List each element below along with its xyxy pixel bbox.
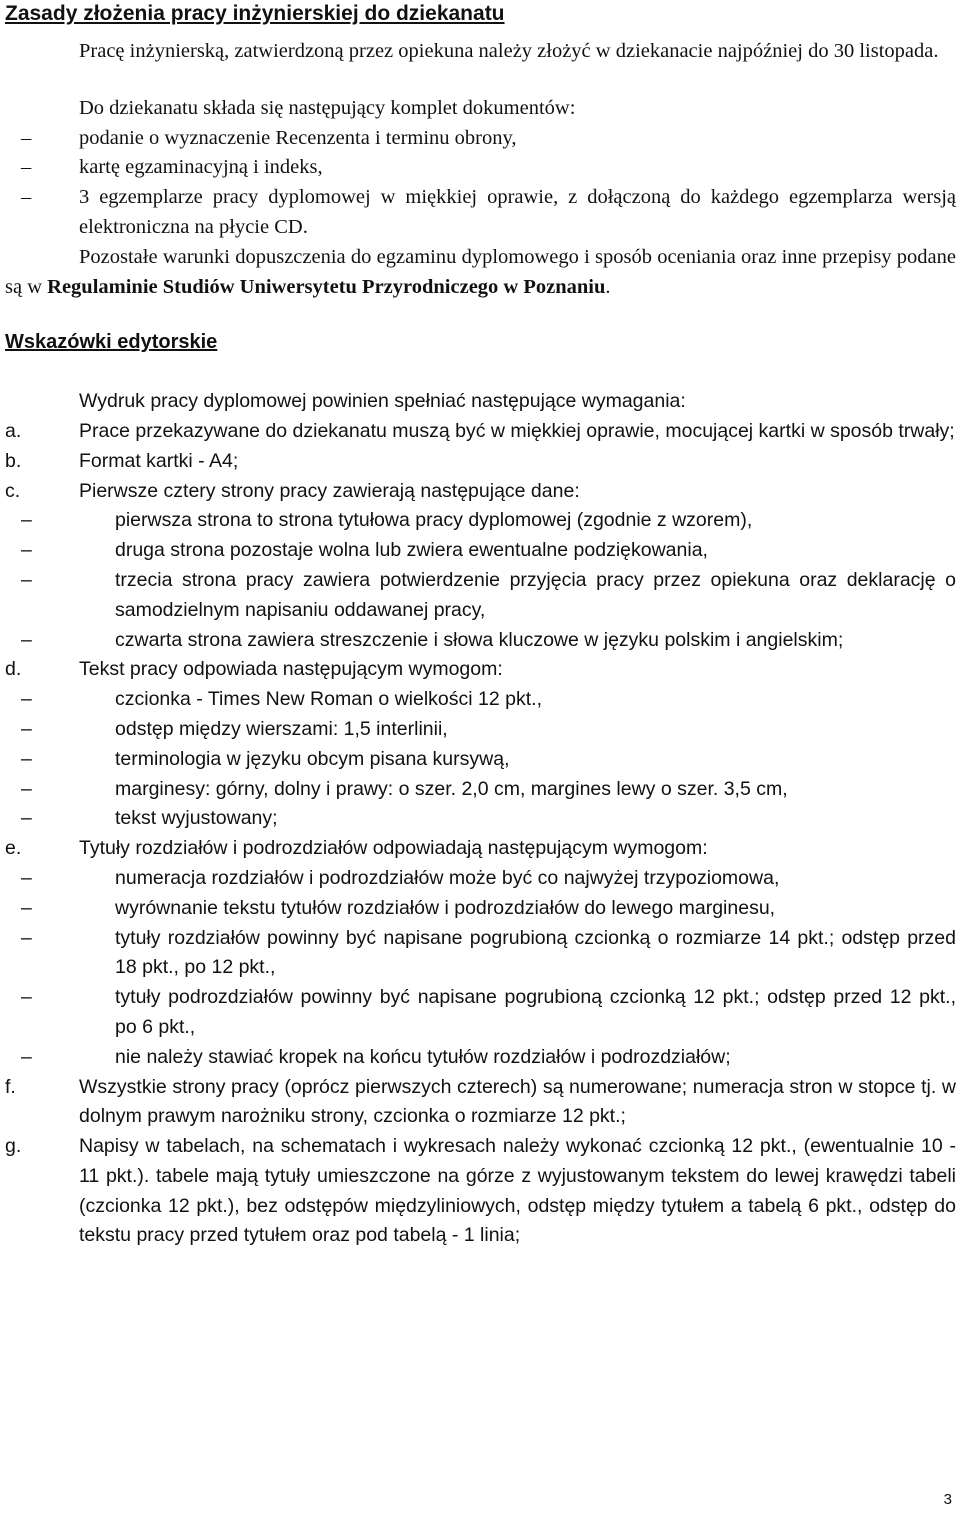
- requirements-list: [5, 417, 956, 1251]
- list-item: – kartę egzaminacyjną i indeks,: [5, 153, 956, 183]
- list-item: – pierwsza strona to strona tytułowa pracy dyplomowej (zgodnie z wzorem),: [79, 506, 956, 536]
- dash-icon: –: [21, 866, 32, 889]
- list-item: – druga strona pozostaje wolna lub zwiera ewentualne podziękowania,: [79, 536, 956, 566]
- requirement-item-e: e. Tytuły rozdziałów i podrozdziałów odpowiadają następującym wymogom: – numeracja rozdziałów i podrozdziałów może być co najwyżej trzypoziomowa, – wyrównanie tekstu tytułów rozdziałów i podrozdziałów do lewego marginesu, – tytuły rozdziałów powinny być napisane pogrubioną czcionką o rozmiarze 14 pkt.; odstęp przed 18 pkt., po 12 pkt., – tytuły podrozdziałów powinny być napisane pogrubioną czcionką 12 pkt.; odstęp przed 12 pkt., po 6 pkt., – nie należy stawiać kropek na końcu tytułów rozdziałów i podrozdziałów;: [5, 834, 956, 1072]
- list-item: – tekst wyjustowany;: [79, 804, 956, 834]
- requirement-item-c: c. Pierwsze cztery strony pracy zawierają następujące dane: – pierwsza strona to strona tytułowa pracy dyplomowej (zgodnie z wzorem), – druga strona pozostaje wolna lub zwiera ewentualne podziękowania, – trzecia strona pracy zawiera potwierdzenie przyjęcia pracy przez opiekuna oraz deklarację o samodzielnym napisaniu oddawanej pracy, – czwarta strona zawiera streszczenie i słowa kluczowe w języku polskim i angielskim;: [5, 477, 956, 656]
- sub-list: [21, 685, 956, 834]
- dash-icon: –: [21, 777, 32, 800]
- dash-icon: –: [21, 186, 32, 209]
- dash-icon: –: [21, 568, 32, 591]
- requirement-item-b: b. Format kartki - A4;: [5, 449, 239, 472]
- other-conditions-paragraph: Pozostałe warunki dopuszczenia do egzaminu dyplomowego i sposób oceniania oraz inne przepisy podane są w Regulaminie Studiów Uniwersytetu Przyrodniczego w Poznaniu.: [5, 245, 956, 298]
- list-item: – podanie o wyznaczenie Recenzenta i terminu obrony,: [5, 124, 956, 154]
- dash-icon: –: [21, 986, 32, 1009]
- dash-icon: –: [21, 747, 32, 770]
- list-item: – czwarta strona zawiera streszczenie i słowa kluczowe w języku polskim i angielskim;: [79, 626, 956, 656]
- list-item: – tytuły rozdziałów powinny być napisane pogrubioną czcionką o rozmiarze 14 pkt.; odstęp przed 18 pkt., po 12 pkt.,: [79, 924, 956, 984]
- regulation-link: Regulaminie Studiów Uniwersytetu Przyrodniczego w Poznaniu: [47, 275, 606, 298]
- requirements-intro: Wydruk pracy dyplomowej powinien spełniać następujące wymagania:: [79, 390, 686, 413]
- dash-icon: –: [21, 156, 32, 179]
- dash-icon: –: [21, 539, 32, 562]
- sub-list: [21, 864, 956, 1073]
- list-item: – tytuły podrozdziałów powinny być napisane pogrubioną czcionką 12 pkt.; odstęp przed 12 pkt., po 6 pkt.,: [79, 983, 956, 1043]
- list-item: – wyrównanie tekstu tytułów rozdziałów i podrozdziałów do lewego marginesu,: [79, 894, 956, 924]
- list-item: – czcionka - Times New Roman o wielkości 12 pkt.,: [79, 685, 956, 715]
- section-title: Wskazówki edytorskie: [5, 331, 218, 354]
- requirement-item-g: g. Napisy w tabelach, na schematach i wykresach należy wykonać czcionką 12 pkt., (ewentualnie 10 - 11 pkt.). tabele mają tytuły umieszczone na górze z wyjustowanym tekstem do lewej krawędzi tabeli (czcionka 12 pkt.), bez odstępów międzyliniowych, odstęp między tytułem a tabelą 6 pkt., odstęp do tekstu pracy przed tytułem oraz pod tabelą - 1 linia;: [5, 1135, 956, 1247]
- page-number: 3: [943, 1491, 952, 1508]
- dash-icon: –: [21, 1045, 32, 1068]
- list-item: – terminologia w języku obcym pisana kursywą,: [79, 745, 956, 775]
- sub-list: [21, 506, 956, 655]
- requirement-item-f: f. Wszystkie strony pracy (oprócz pierwszych czterech) są numerowane; numeracja stron w stopce tj. w dolnym prawym narożniku strony, czcionka o rozmiarze 12 pkt.;: [5, 1075, 956, 1128]
- dash-icon: –: [21, 807, 32, 830]
- dash-icon: –: [21, 509, 32, 532]
- dash-icon: –: [21, 688, 32, 711]
- list-item: – 3 egzemplarze pracy dyplomowej w miękkiej oprawie, z dołączoną do każdego egzemplarza wersją elektroniczna na płycie CD.: [5, 183, 956, 243]
- list-item: – nie należy stawiać kropek na końcu tytułów rozdziałów i podrozdziałów;: [79, 1043, 956, 1073]
- list-item: – trzecia strona pracy zawiera potwierdzenie przyjęcia pracy przez opiekuna oraz deklarację o samodzielnym napisaniu oddawanej pracy,: [79, 566, 956, 626]
- list-item: – numeracja rozdziałów i podrozdziałów może być co najwyżej trzypoziomowa,: [79, 864, 956, 894]
- dash-icon: –: [21, 896, 32, 919]
- intro-paragraph: Pracę inżynierską, zatwierdzoną przez opiekuna należy złożyć w dziekanacie najpóźniej do 30 listopada.: [79, 40, 939, 62]
- page-title: Zasady złożenia pracy inżynierskiej do dziekanatu: [5, 2, 505, 25]
- dash-icon: –: [21, 717, 32, 740]
- dash-icon: –: [21, 126, 32, 149]
- list-item: – odstęp między wierszami: 1,5 interlinii,: [79, 715, 956, 745]
- requirement-item-a: a. Prace przekazywane do dziekanatu muszą być w miękkiej oprawie, mocującej kartki w sposób trwały;: [5, 419, 955, 442]
- docs-heading: Do dziekanatu składa się następujący komplet dokumentów:: [79, 96, 576, 119]
- requirement-item-d: d. Tekst pracy odpowiada następującym wymogom: – czcionka - Times New Roman o wielkości 12 pkt., – odstęp między wierszami: 1,5 interlinii, – terminologia w języku obcym pisana kursywą, – marginesy: górny, dolny i prawy: o szer. 2,0 cm, margines lewy o szer. 3,5 cm, – tekst wyjustowany;: [5, 655, 956, 834]
- docs-list: [5, 124, 956, 243]
- document-page: [5, 0, 956, 1251]
- dash-icon: –: [21, 628, 32, 651]
- dash-icon: –: [21, 926, 32, 949]
- list-item: – marginesy: górny, dolny i prawy: o szer. 2,0 cm, margines lewy o szer. 3,5 cm,: [79, 775, 956, 805]
